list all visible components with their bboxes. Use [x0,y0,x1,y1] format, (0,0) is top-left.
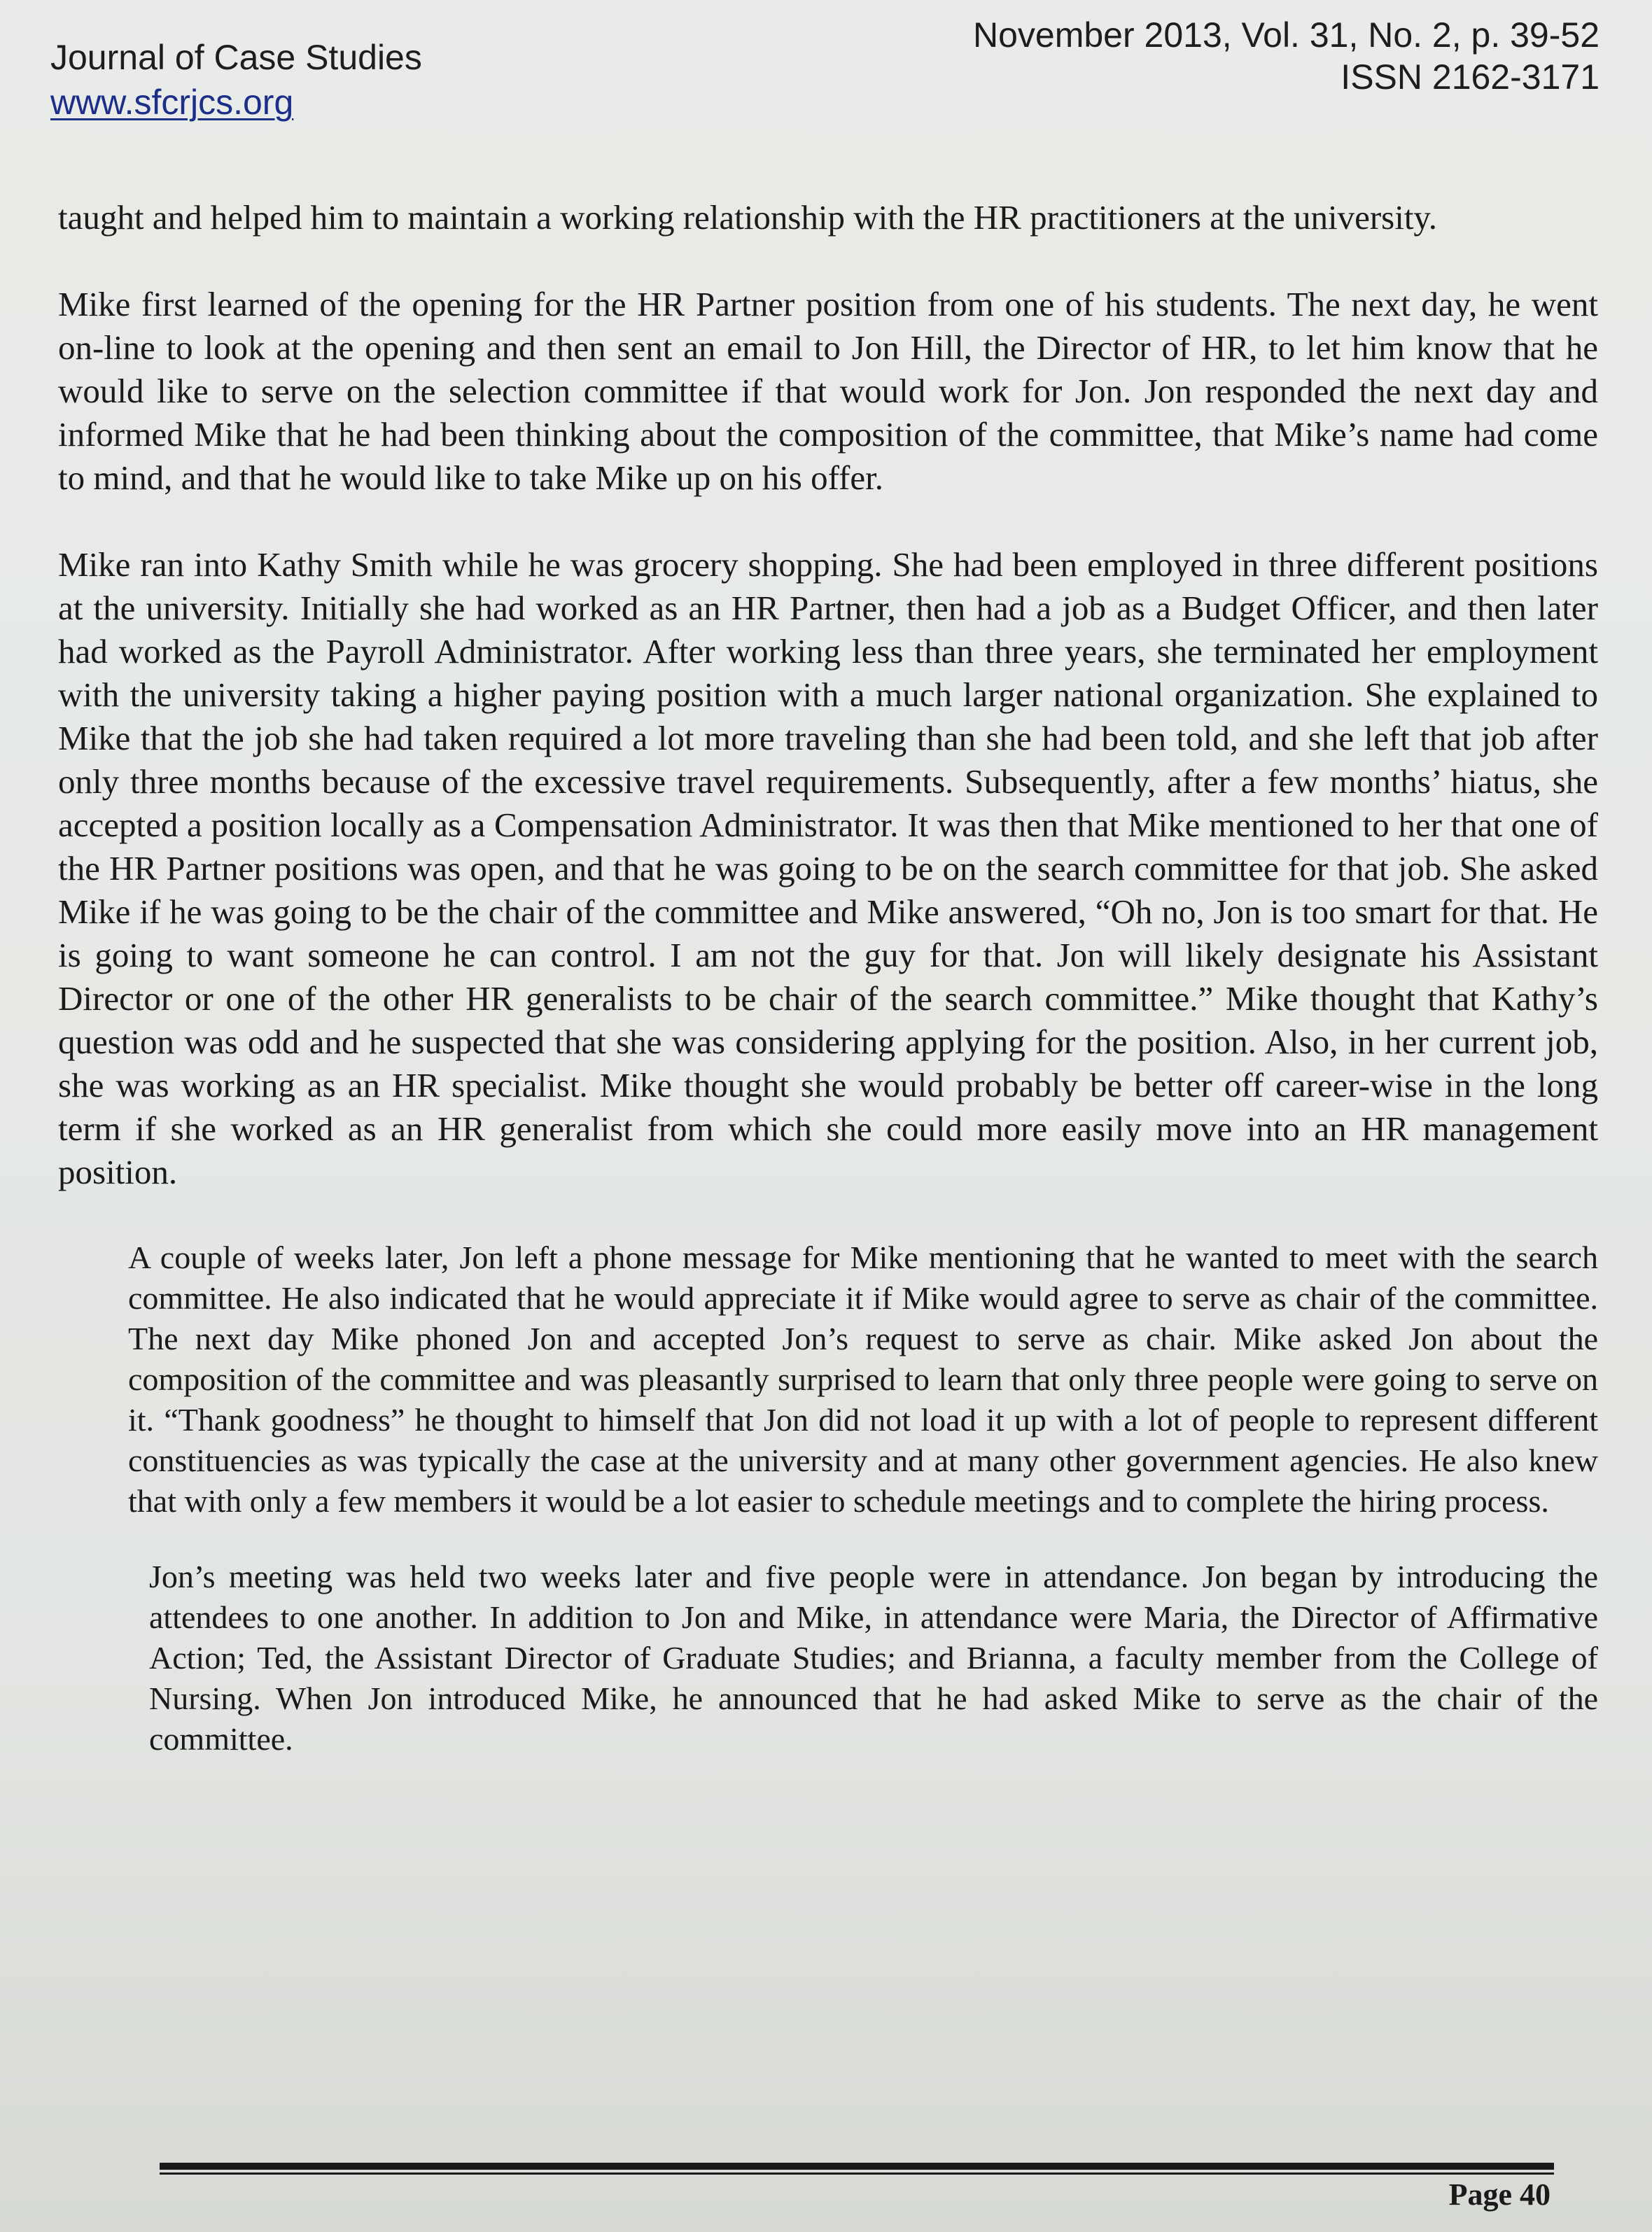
issn-line: ISSN 2162-3171 [1340,57,1600,97]
paragraph-4: A couple of weeks later, Jon left a phone message for Mike mentioning that he wanted to meet with the search committee. He also indicated that he would appreciate it if Mike would agree to serve as chair of the committee. The next day Mike phoned Jon and accepted Jon’s request to serve as chair. Mike asked Jon about the composition of the committee and was pleasantly surprised to learn that only three people were going to serve on it. “Thank goodness” he thought to himself that Jon did not load it up with a lot of people to represent different constituencies as was typically the case at the university and at many other government agencies. He also knew that with only a few members it would be a lot easier to schedule meetings and to complete the hiring process. [128,1240,1598,1519]
issue-info [973,14,1600,98]
footer-rule-thin [160,2173,1554,2175]
paragraph-5: Jon’s meeting was held two weeks later and five people were in attendance. Jon began by introducing the attendees to one another. In addition to Jon and Mike, in attendance were Maria, the Director of Affirmative Action; Ted, the Assistant Director of Graduate Studies; and Brianna, a faculty member from the College of Nursing. When Jon introduced Mike, he announced that he had asked Mike to serve as the chair of the committee. [149,1559,1598,1757]
journal-url-link[interactable]: www.sfcrjcs.org [50,83,294,122]
article-body [58,196,1598,1803]
page-number: Page 40 [1448,2177,1550,2212]
paragraph-3: Mike ran into Kathy Smith while he was grocery shopping. She had been employed in three different positions at the university. Initially she had worked as an HR Partner, then had a job as a Budget Officer, and then later had worked as the Payroll Administrator. After working less than three years, she terminated her employment with the university taking a higher paying position with a much larger national organization. She explained to Mike that the job she had taken required a lot more traveling than she had been told, and she left that job after only three months because of the excessive travel requirements. Subsequently, after a few months’ hiatus, she accepted a position locally as a Compensation Administrator. It was then that Mike mentioned to her that one of the HR Partner positions was open, and that he was going to be on the search committee for that job. She asked Mike if he was going to be the chair of the committee and Mike answered, “Oh no, Jon is too smart for that. He is going to want someone he can control. I am not the guy for that. Jon will likely designate his Assistant Director or one of the other HR generalists to be chair of the search committee.” Mike thought that Kathy’s question was odd and he suspected that she was considering applying for the position. Also, in her current job, she was working as an HR specialist. Mike thought she would probably be better off career-wise in the long term if she worked as an HR generalist from which she could more easily move into an HR management position. [58,545,1598,1191]
journal-header [50,35,422,125]
paragraph-1: taught and helped him to maintain a working relationship with the HR practitioners at the university. [58,198,1438,237]
issue-line: November 2013, Vol. 31, No. 2, p. 39-52 [973,15,1600,55]
footer-rule [160,2163,1554,2170]
journal-name: Journal of Case Studies [50,38,422,77]
paragraph-2: Mike first learned of the opening for the HR Partner position from one of his students. The next day, he went on-line to look at the opening and then sent an email to Jon Hill, the Director of HR, to let him know that he would like to serve on the selection committee if that would work for Jon. Jon responded the next day and informed Mike that he had been thinking about the composition of the committee, that Mike’s name had come to mind, and that he would like to take Mike up on his offer. [58,285,1598,497]
